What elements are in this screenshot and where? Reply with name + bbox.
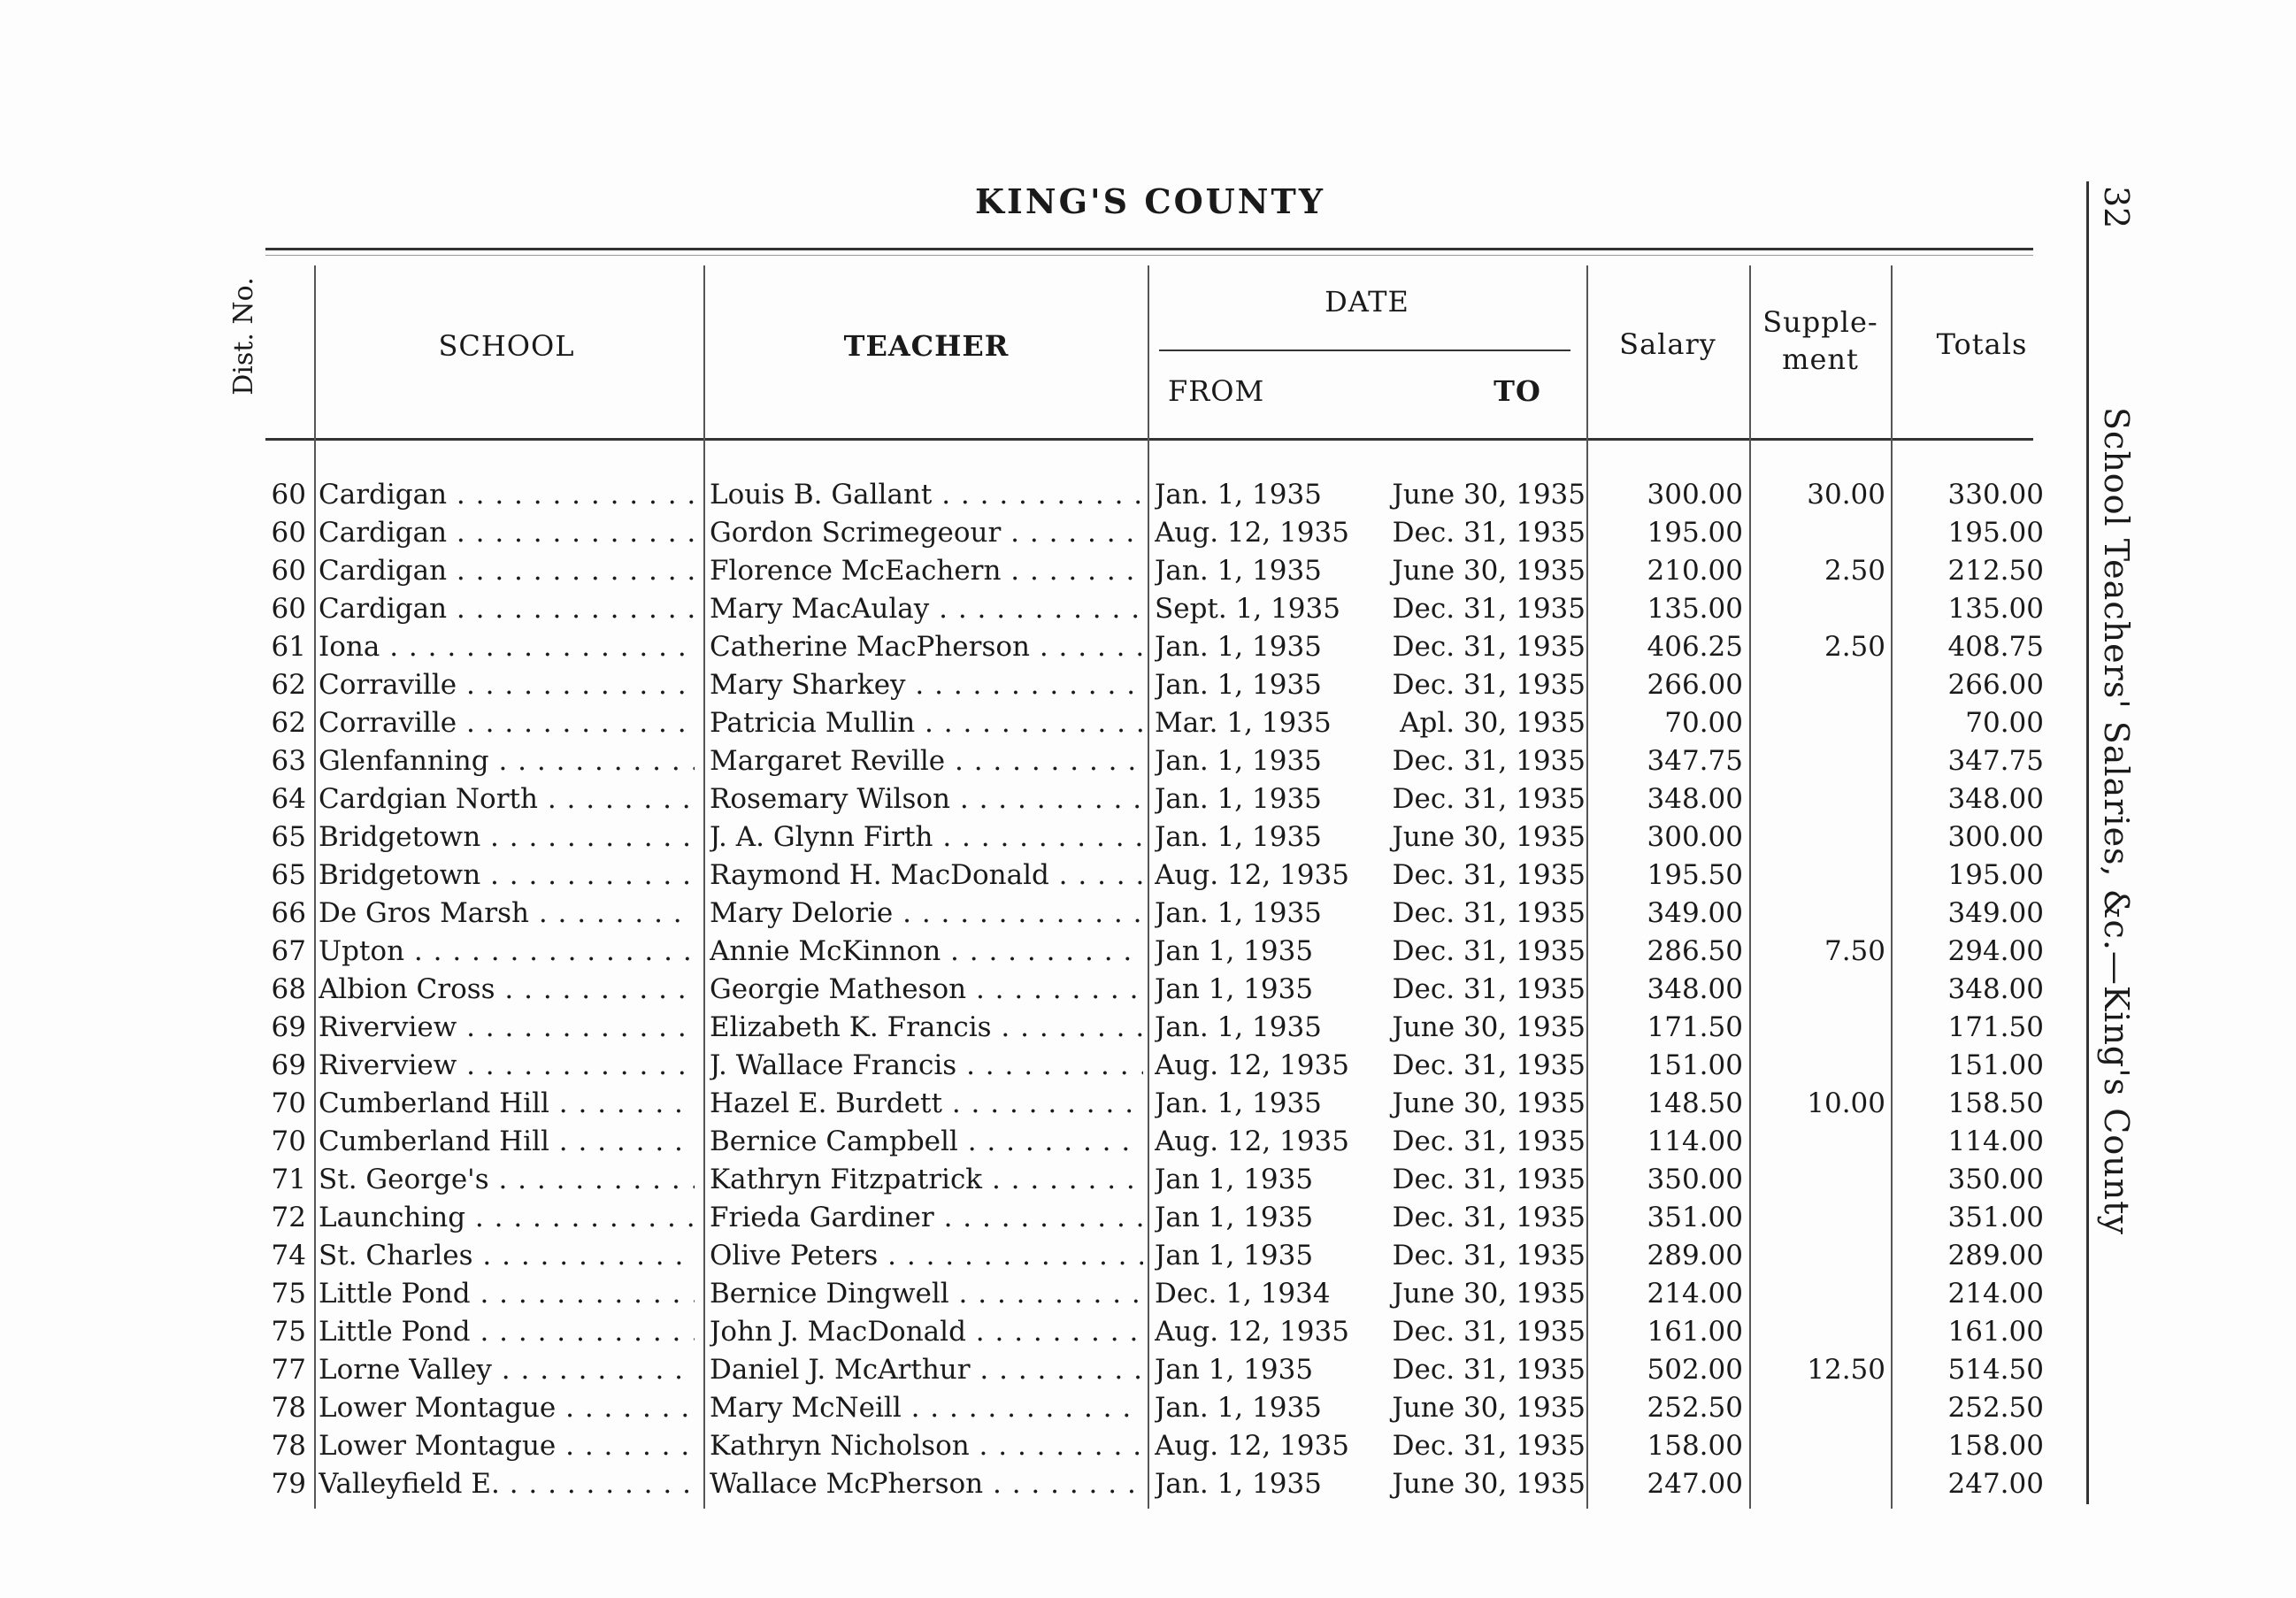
cell-date-from: Aug. 12, 1935 (1155, 1049, 1349, 1081)
cell-dist-no: 70 (271, 1087, 306, 1119)
cell-date-from: Jan 1, 1935 (1155, 1164, 1314, 1195)
cell-supplement: 12.50 (1807, 1354, 1885, 1386)
cell-date-to: Dec. 31, 1935 (1392, 973, 1586, 1005)
cell-teacher: J. A. Glynn Firth . . . (710, 818, 1143, 857)
cell-date-from: Jan 1, 1935 (1155, 973, 1314, 1005)
cell-total: 195.00 (1947, 517, 2044, 549)
cell-salary: 502.00 (1647, 1354, 1743, 1386)
header-salary: Salary (1619, 327, 1716, 361)
cell-date-from: Jan. 1, 1935 (1155, 669, 1322, 701)
cell-total: 351.00 (1947, 1202, 2044, 1233)
cell-salary: 252.50 (1647, 1392, 1743, 1424)
cell-school: Lower Montague . . . (319, 1427, 695, 1465)
cell-dist-no: 67 (271, 935, 306, 967)
cell-teacher: Elizabeth K. Francis . . . (710, 1009, 1143, 1047)
cell-date-from: Jan. 1, 1935 (1155, 821, 1322, 853)
cell-date-to: Dec. 31, 1935 (1392, 1430, 1586, 1462)
cell-total: 294.00 (1947, 935, 2044, 967)
cell-date-to: Dec. 31, 1935 (1392, 1049, 1586, 1081)
header-to: TO (1494, 374, 1541, 408)
cell-salary: 210.00 (1647, 555, 1743, 587)
cell-school: Lorne Valley . . . (319, 1351, 695, 1389)
header-teacher: TEACHER (843, 329, 1010, 363)
cell-supplement: 2.50 (1824, 631, 1885, 663)
cell-school: St. George's . . . (319, 1161, 695, 1199)
header-totals: Totals (1936, 327, 2028, 361)
cell-dist-no: 61 (271, 631, 306, 663)
cell-school: Corraville . . . (319, 666, 695, 704)
cell-teacher: Bernice Campbell . . . (710, 1123, 1143, 1161)
cell-total: 348.00 (1947, 783, 2044, 815)
cell-date-from: Jan. 1, 1935 (1155, 1087, 1322, 1119)
cell-teacher: Louis B. Gallant . . . (710, 476, 1143, 514)
cell-date-from: Jan 1, 1935 (1155, 935, 1314, 967)
cell-date-to: Dec. 31, 1935 (1392, 1202, 1586, 1233)
cell-dist-no: 70 (271, 1126, 306, 1157)
cell-salary: 286.50 (1647, 935, 1743, 967)
cell-date-from: Aug. 12, 1935 (1155, 1126, 1349, 1157)
cell-supplement: 7.50 (1824, 935, 1885, 967)
cell-total: 350.00 (1947, 1164, 2044, 1195)
cell-date-to: June 30, 1935 (1392, 1011, 1586, 1043)
side-running-title: School Teachers' Salaries, &c.—King's County (2097, 407, 2136, 1235)
table-row (0, 742, 2123, 780)
cell-total: 158.00 (1947, 1430, 2044, 1462)
cell-salary: 158.00 (1647, 1430, 1743, 1462)
cell-school: Launching . . . (319, 1199, 695, 1237)
cell-dist-no: 78 (271, 1430, 306, 1462)
cell-date-from: Jan. 1, 1935 (1155, 555, 1322, 587)
cell-school: Glenfanning . . . (319, 742, 695, 780)
cell-supplement: 30.00 (1807, 479, 1885, 511)
cell-dist-no: 60 (271, 555, 306, 587)
cell-total: 300.00 (1947, 821, 2044, 853)
table-row (0, 666, 2123, 704)
cell-total: 408.75 (1947, 631, 2044, 663)
header-supplement-line1: Supple- (1762, 305, 1878, 339)
cell-school: Cardigan . . . (319, 514, 695, 552)
cell-total: 161.00 (1947, 1316, 2044, 1348)
cell-school: Riverview . . . (319, 1009, 695, 1047)
cell-school: Lower Montague . . . (319, 1389, 695, 1427)
cell-school: Riverview . . . (319, 1047, 695, 1085)
cell-school: Cardigan . . . (319, 476, 695, 514)
cell-salary: 161.00 (1647, 1316, 1743, 1348)
cell-date-to: Apl. 30, 1935 (1400, 707, 1586, 739)
table-row (0, 1237, 2123, 1275)
table-row (0, 895, 2123, 933)
cell-total: 212.50 (1947, 555, 2044, 587)
table-top-rule (265, 248, 2033, 250)
cell-teacher: Wallace McPherson . . . (710, 1465, 1143, 1503)
cell-date-from: Aug. 12, 1935 (1155, 1430, 1349, 1462)
cell-date-to: Dec. 31, 1935 (1392, 783, 1586, 815)
table-row (0, 704, 2123, 742)
cell-date-from: Jan. 1, 1935 (1155, 1392, 1322, 1424)
cell-dist-no: 63 (271, 745, 306, 777)
cell-dist-no: 71 (271, 1164, 306, 1195)
cell-salary: 348.00 (1647, 973, 1743, 1005)
cell-date-to: Dec. 31, 1935 (1392, 859, 1586, 891)
cell-school: Albion Cross . . . (319, 971, 695, 1009)
cell-salary: 351.00 (1647, 1202, 1743, 1233)
cell-school: St. Charles . . . (319, 1237, 695, 1275)
cell-teacher: Margaret Reville . . . (710, 742, 1143, 780)
cell-date-from: Jan. 1, 1935 (1155, 479, 1322, 511)
cell-teacher: Patricia Mullin . . . (710, 704, 1143, 742)
cell-date-to: Dec. 31, 1935 (1392, 1354, 1586, 1386)
cell-salary: 70.00 (1664, 707, 1743, 739)
cell-dist-no: 62 (271, 669, 306, 701)
cell-dist-no: 60 (271, 517, 306, 549)
cell-salary: 195.50 (1647, 859, 1743, 891)
cell-total: 252.50 (1947, 1392, 2044, 1424)
cell-salary: 406.25 (1647, 631, 1743, 663)
cell-total: 349.00 (1947, 897, 2044, 929)
table-row (0, 1123, 2123, 1161)
cell-date-to: June 30, 1935 (1392, 1392, 1586, 1424)
cell-date-from: Jan 1, 1935 (1155, 1354, 1314, 1386)
cell-salary: 151.00 (1647, 1049, 1743, 1081)
table-row (0, 1161, 2123, 1199)
cell-teacher: Georgie Matheson . . . (710, 971, 1143, 1009)
table-row (0, 933, 2123, 971)
table-row (0, 1465, 2123, 1503)
cell-teacher: Rosemary Wilson . . . (710, 780, 1143, 818)
cell-salary: 247.00 (1647, 1468, 1743, 1500)
cell-date-from: Jan. 1, 1935 (1155, 1468, 1322, 1500)
cell-date-to: Dec. 31, 1935 (1392, 1126, 1586, 1157)
cell-total: 158.50 (1947, 1087, 2044, 1119)
table-row (0, 1389, 2123, 1427)
table-top-rule-thin (265, 255, 2033, 256)
cell-dist-no: 69 (271, 1011, 306, 1043)
cell-school: Bridgetown . . . (319, 857, 695, 895)
cell-date-to: Dec. 31, 1935 (1392, 669, 1586, 701)
date-sub-rule (1159, 350, 1570, 351)
cell-total: 214.00 (1947, 1278, 2044, 1310)
cell-school: Cardigan . . . (319, 552, 695, 590)
table-row (0, 857, 2123, 895)
cell-date-from: Jan. 1, 1935 (1155, 631, 1322, 663)
cell-dist-no: 68 (271, 973, 306, 1005)
cell-supplement: 2.50 (1824, 555, 1885, 587)
cell-salary: 348.00 (1647, 783, 1743, 815)
cell-salary: 349.00 (1647, 897, 1743, 929)
table-row (0, 552, 2123, 590)
cell-date-from: Jan. 1, 1935 (1155, 897, 1322, 929)
cell-teacher: J. Wallace Francis . . . (710, 1047, 1143, 1085)
cell-teacher: Annie McKinnon . . . (710, 933, 1143, 971)
cell-dist-no: 69 (271, 1049, 306, 1081)
cell-dist-no: 60 (271, 593, 306, 625)
cell-teacher: Raymond H. MacDonald . . . (710, 857, 1143, 895)
cell-date-from: Jan. 1, 1935 (1155, 783, 1322, 815)
cell-school: Little Pond . . . (319, 1313, 695, 1351)
cell-dist-no: 75 (271, 1278, 306, 1310)
cell-date-to: June 30, 1935 (1392, 821, 1586, 853)
cell-date-to: Dec. 31, 1935 (1392, 517, 1586, 549)
table-row (0, 1351, 2123, 1389)
cell-dist-no: 65 (271, 859, 306, 891)
cell-dist-no: 75 (271, 1316, 306, 1348)
cell-dist-no: 66 (271, 897, 306, 929)
header-bottom-rule (265, 438, 2033, 441)
cell-dist-no: 60 (271, 479, 306, 511)
cell-school: Valleyfield E. . . . (319, 1465, 695, 1503)
cell-school: Cumberland Hill . . . (319, 1085, 695, 1123)
header-dist-no: Dist. No. (228, 277, 259, 396)
table-row (0, 1313, 2123, 1351)
cell-date-to: June 30, 1935 (1392, 1278, 1586, 1310)
cell-salary: 114.00 (1647, 1126, 1743, 1157)
cell-school: Corraville . . . (319, 704, 695, 742)
table-row (0, 971, 2123, 1009)
cell-salary: 300.00 (1647, 479, 1743, 511)
cell-supplement: 10.00 (1807, 1087, 1885, 1119)
cell-dist-no: 79 (271, 1468, 306, 1500)
cell-salary: 289.00 (1647, 1240, 1743, 1271)
cell-teacher: Kathryn Nicholson . . . (710, 1427, 1143, 1465)
cell-total: 135.00 (1947, 593, 2044, 625)
cell-total: 514.50 (1947, 1354, 2044, 1386)
cell-dist-no: 72 (271, 1202, 306, 1233)
cell-salary: 135.00 (1647, 593, 1743, 625)
cell-date-from: Aug. 12, 1935 (1155, 859, 1349, 891)
cell-teacher: Hazel E. Burdett . . . (710, 1085, 1143, 1123)
cell-total: 266.00 (1947, 669, 2044, 701)
cell-teacher: Florence McEachern . . . (710, 552, 1143, 590)
table-row (0, 1275, 2123, 1313)
cell-teacher: Daniel J. McArthur . . . (710, 1351, 1143, 1389)
cell-school: Cardgian North . . . (319, 780, 695, 818)
page-number: 32 (2097, 186, 2136, 229)
table-row (0, 628, 2123, 666)
cell-total: 289.00 (1947, 1240, 2044, 1271)
cell-date-from: Dec. 1, 1934 (1155, 1278, 1331, 1310)
cell-date-to: June 30, 1935 (1392, 555, 1586, 587)
cell-school: Iona . . . (319, 628, 695, 666)
cell-teacher: Mary MacAulay . . . (710, 590, 1143, 628)
cell-total: 171.50 (1947, 1011, 2044, 1043)
table-row (0, 1047, 2123, 1085)
cell-teacher: Catherine MacPherson . . . (710, 628, 1143, 666)
cell-total: 70.00 (1965, 707, 2044, 739)
cell-date-from: Jan 1, 1935 (1155, 1202, 1314, 1233)
cell-dist-no: 77 (271, 1354, 306, 1386)
cell-date-to: Dec. 31, 1935 (1392, 1164, 1586, 1195)
cell-teacher: Kathryn Fitzpatrick . . . (710, 1161, 1143, 1199)
header-school: SCHOOL (438, 329, 575, 363)
cell-teacher: Bernice Dingwell . . . (710, 1275, 1143, 1313)
cell-teacher: Frieda Gardiner . . . (710, 1199, 1143, 1237)
cell-teacher: John J. MacDonald . . . (710, 1313, 1143, 1351)
cell-date-to: Dec. 31, 1935 (1392, 1316, 1586, 1348)
cell-salary: 347.75 (1647, 745, 1743, 777)
cell-teacher: Gordon Scrimegeour . . . (710, 514, 1143, 552)
cell-salary: 300.00 (1647, 821, 1743, 853)
cell-date-to: Dec. 31, 1935 (1392, 631, 1586, 663)
cell-salary: 148.50 (1647, 1087, 1743, 1119)
cell-dist-no: 62 (271, 707, 306, 739)
table-row (0, 476, 2123, 514)
cell-school: Cumberland Hill . . . (319, 1123, 695, 1161)
table-row (0, 1199, 2123, 1237)
cell-date-to: June 30, 1935 (1392, 1468, 1586, 1500)
cell-teacher: Mary Delorie . . . (710, 895, 1143, 933)
cell-total: 114.00 (1947, 1126, 2044, 1157)
cell-salary: 266.00 (1647, 669, 1743, 701)
table-row (0, 1427, 2123, 1465)
cell-teacher: Olive Peters . . . (710, 1237, 1143, 1275)
cell-salary: 195.00 (1647, 517, 1743, 549)
cell-dist-no: 74 (271, 1240, 306, 1271)
cell-school: Cardigan . . . (319, 590, 695, 628)
cell-school: Bridgetown . . . (319, 818, 695, 857)
table-row (0, 818, 2123, 857)
cell-total: 195.00 (1947, 859, 2044, 891)
cell-total: 347.75 (1947, 745, 2044, 777)
cell-date-from: Sept. 1, 1935 (1155, 593, 1340, 625)
cell-salary: 214.00 (1647, 1278, 1743, 1310)
table-row (0, 1085, 2123, 1123)
cell-school: Little Pond . . . (319, 1275, 695, 1313)
table-row (0, 590, 2123, 628)
cell-total: 330.00 (1947, 479, 2044, 511)
table-row (0, 1009, 2123, 1047)
cell-date-to: Dec. 31, 1935 (1392, 745, 1586, 777)
cell-date-from: Aug. 12, 1935 (1155, 517, 1349, 549)
cell-date-from: Jan. 1, 1935 (1155, 745, 1322, 777)
cell-date-from: Jan 1, 1935 (1155, 1240, 1314, 1271)
cell-date-to: Dec. 31, 1935 (1392, 935, 1586, 967)
cell-total: 348.00 (1947, 973, 2044, 1005)
cell-total: 247.00 (1947, 1468, 2044, 1500)
cell-teacher: Mary Sharkey . . . (710, 666, 1143, 704)
cell-date-to: June 30, 1935 (1392, 1087, 1586, 1119)
cell-salary: 350.00 (1647, 1164, 1743, 1195)
cell-date-to: June 30, 1935 (1392, 479, 1586, 511)
cell-school: De Gros Marsh . . . (319, 895, 695, 933)
cell-school: Upton . . . (319, 933, 695, 971)
cell-dist-no: 64 (271, 783, 306, 815)
header-date: DATE (1325, 285, 1409, 319)
cell-teacher: Mary McNeill . . . (710, 1389, 1143, 1427)
cell-date-from: Jan. 1, 1935 (1155, 1011, 1322, 1043)
cell-date-to: Dec. 31, 1935 (1392, 897, 1586, 929)
header-supplement-line2: ment (1782, 342, 1859, 376)
header-from: FROM (1168, 374, 1265, 408)
cell-date-to: Dec. 31, 1935 (1392, 593, 1586, 625)
table-row (0, 514, 2123, 552)
cell-date-from: Aug. 12, 1935 (1155, 1316, 1349, 1348)
page-title: KING'S COUNTY (975, 181, 1325, 221)
cell-total: 151.00 (1947, 1049, 2044, 1081)
cell-dist-no: 78 (271, 1392, 306, 1424)
cell-dist-no: 65 (271, 821, 306, 853)
cell-date-from: Mar. 1, 1935 (1155, 707, 1332, 739)
table-row (0, 780, 2123, 818)
cell-salary: 171.50 (1647, 1011, 1743, 1043)
cell-date-to: Dec. 31, 1935 (1392, 1240, 1586, 1271)
